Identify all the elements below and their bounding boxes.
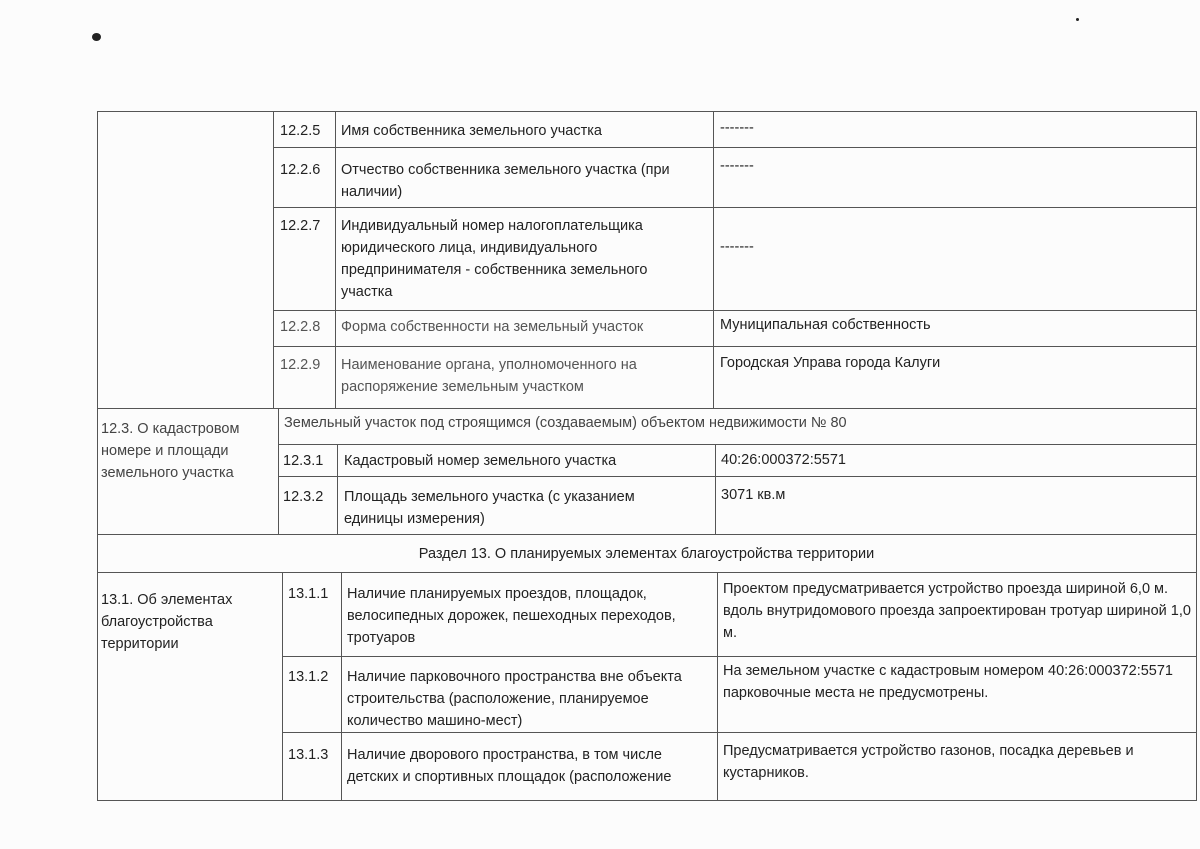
row-label: Кадастровый номер земельного участка <box>344 453 617 469</box>
row-number: 12.2.5 <box>280 123 321 139</box>
row-value: Муниципальная собственность <box>720 317 931 333</box>
row-label: Форма собственности на земельный участок <box>341 319 644 335</box>
row-value: Проектом предусматривается устройство проезда шириной 6,0 м. вдоль внутридомового проезда запроектирован тротуар шириной 1,0 м. <box>723 581 1191 641</box>
section-title: 12.3. О кадастровом номере и площади земельного участка <box>101 421 240 481</box>
section-heading: Раздел 13. О планируемых элементах благоустройства территории <box>418 546 875 562</box>
row-label: Наименование органа, уполномоченного на распоряжение земельным участком <box>341 357 637 395</box>
row-number: 13.1.2 <box>288 669 329 685</box>
row-value: ------- <box>720 239 754 255</box>
row-label: Индивидуальный номер налогоплательщика юридического лица, индивидуального предпринимателя - собственника земельного участка <box>341 218 648 300</box>
row-value: ------- <box>720 120 754 136</box>
row-number: 12.3.1 <box>283 453 324 469</box>
row-label: Наличие планируемых проездов, площадок, велосипедных дорожек, пешеходных переходов, тротуаров <box>347 586 676 646</box>
scan-speck <box>92 33 101 41</box>
scan-speck <box>1076 18 1079 21</box>
row-value: На земельном участке с кадастровым номером 40:26:000372:5571 парковочные места не предусмотрены. <box>723 663 1173 701</box>
row-label: Наличие дворового пространства, в том числе детских и спортивных площадок (расположение <box>347 747 672 785</box>
row-number: 12.2.6 <box>280 162 321 178</box>
row-number: 12.2.7 <box>280 218 321 234</box>
row-value: 40:26:000372:5571 <box>721 452 846 468</box>
row-label: Отчество собственника земельного участка (при наличии) <box>341 162 670 200</box>
row-value: 3071 кв.м <box>721 487 786 503</box>
row-label: Имя собственника земельного участка <box>341 123 602 139</box>
row-number: 12.2.9 <box>280 357 321 373</box>
section-header: Земельный участок под строящимся (создаваемым) объектом недвижимости № 80 <box>284 415 847 431</box>
row-value: ------- <box>720 158 754 174</box>
row-label: Наличие парковочного пространства вне объекта строительства (расположение, планируемое количество машино-мест) <box>347 669 682 729</box>
row-label: Площадь земельного участка (с указанием единицы измерения) <box>344 489 635 527</box>
row-value: Предусматривается устройство газонов, посадка деревьев и кустарников. <box>723 743 1134 781</box>
section-title: 13.1. Об элементах благоустройства территории <box>101 592 233 652</box>
row-number: 12.3.2 <box>283 489 324 505</box>
row-number: 13.1.3 <box>288 747 329 763</box>
row-value: Городская Управа города Калуги <box>720 355 941 371</box>
row-number: 12.2.8 <box>280 319 321 335</box>
row-number: 13.1.1 <box>288 586 329 602</box>
